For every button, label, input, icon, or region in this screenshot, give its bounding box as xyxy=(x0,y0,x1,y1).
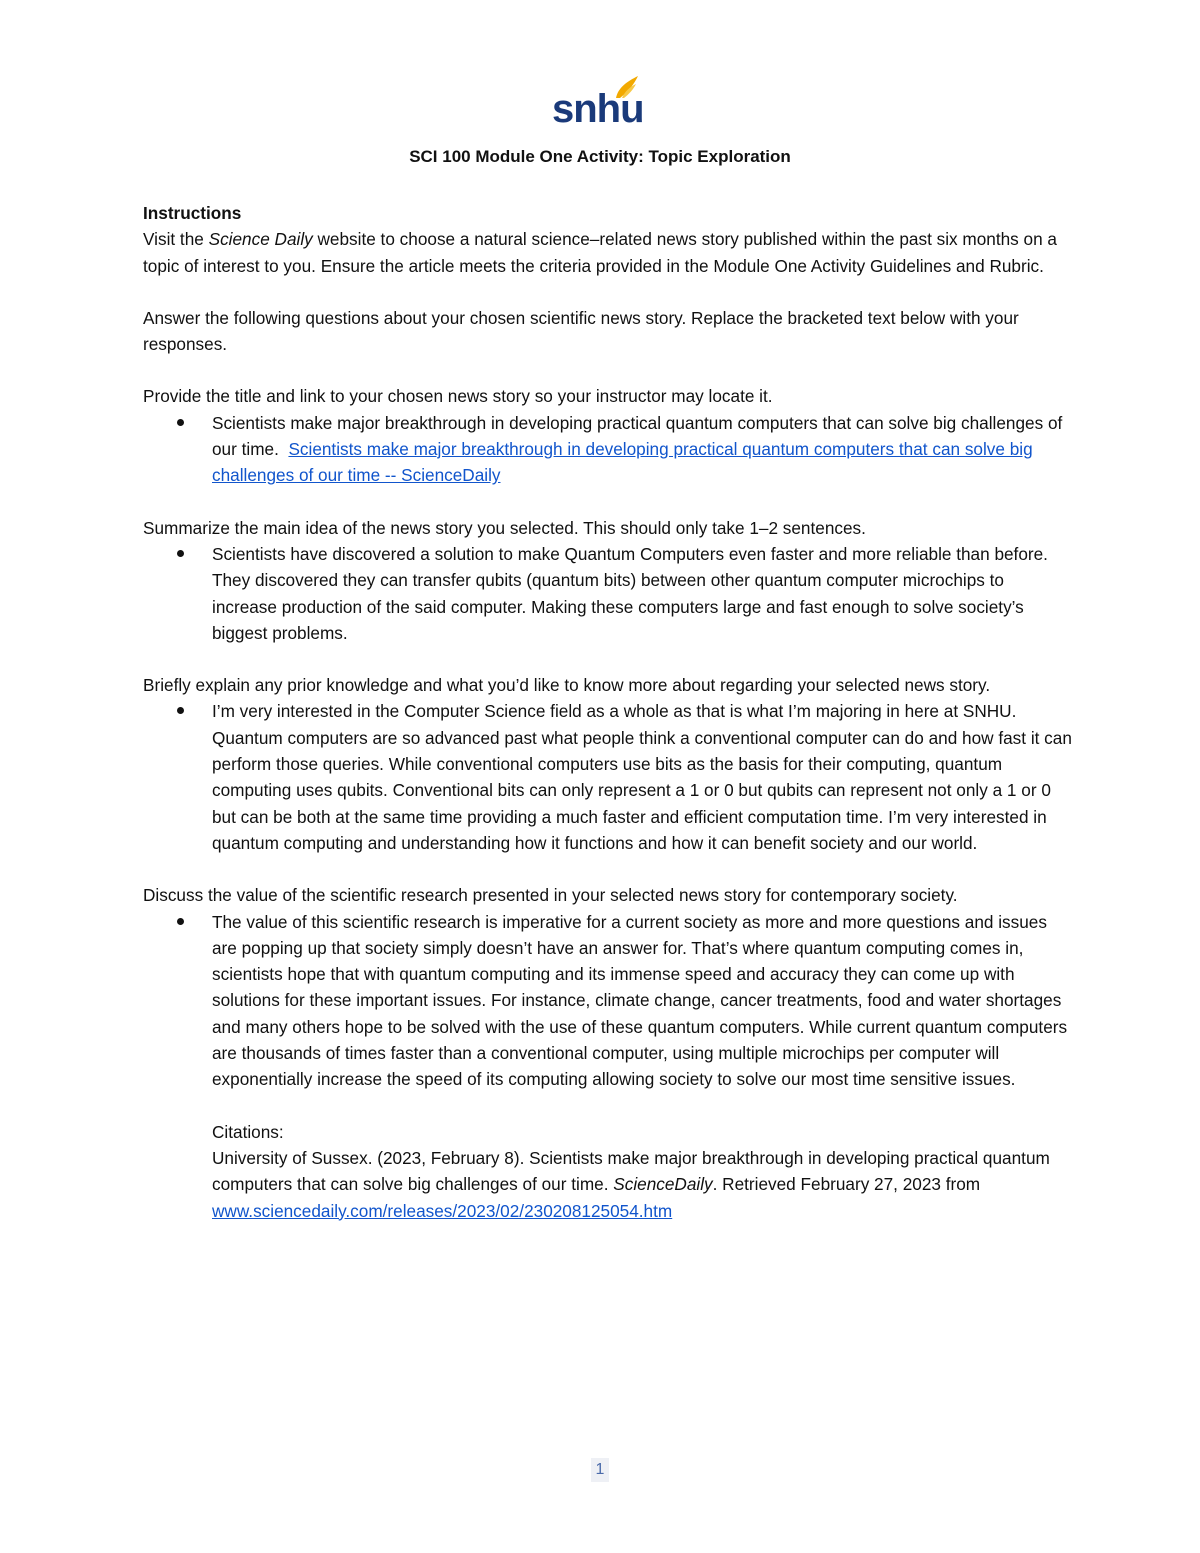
instructions-paragraph: Visit the Science Daily website to choose a natural science–related news story published within the past six months on a topic of interest to you. Ensure the article meets the criteria provided in the Module One Activity Guidelines and Rubric. xyxy=(143,229,1057,276)
article-link[interactable]: Scientists make major breakthrough in developing practical quantum computers that can solve big challenges of our time -- ScienceDaily xyxy=(212,439,1033,486)
answer-3: I’m very interested in the Computer Science field as a whole as that is what I’m majoring in here at SNHU. Quantum computers are so advanced past what people think a conventional computer can do and how fast it can perform those queries. While conventional computers use bits as the basis for their computing, quantum computing uses qubits. Conventional bits can only represent a 1 or 0 but qubits can represent not only a 1 or 0 but can be both at the same time providing a much faster and efficient computation time. I’m very interested in quantum computing and understanding how it functions and how it can benefit society and our world. xyxy=(143,698,1073,856)
citation-link[interactable]: www.sciencedaily.com/releases/2023/02/230208125054.htm xyxy=(212,1200,673,1221)
logo-text: snhu xyxy=(552,87,644,131)
question-4: Discuss the value of the scientific research presented in your selected news story for contemporary society. xyxy=(143,885,958,906)
page-number: 1 xyxy=(591,1458,609,1482)
page-title: SCI 100 Module One Activity: Topic Exploration xyxy=(409,147,791,166)
answer-4: The value of this scientific research is imperative for a current society as more and more questions and issues are popping up that society simply doesn’t have an answer for. That’s where quantum computing comes in, scientists hope that with quantum computing and its immense speed and accuracy they can come up with solutions for these important issues. For instance, climate change, cancer treatments, food and water shortages and many others hope to be solved with the use of these quantum computers. While current quantum computers are thousands of times faster than a conventional computer, using multiple microchips per computer will exponentially increase the speed of its computing allowing society to solve our most time sensitive issues. xyxy=(143,909,1073,1093)
citation-text: University of Sussex. (2023, February 8). Scientists make major breakthrough in developing practical quantum computers that can solve big challenges of our time. ScienceDaily. Retrieved February 27, 2023 from www.sciencedaily.com/releases/2023/02/230208125054.htm xyxy=(212,1147,1050,1221)
answer-2: Scientists have discovered a solution to make Quantum Computers even faster and more reliable than before. They discovered they can transfer qubits (quantum bits) between other quantum computer microchips to increase production of the said computer. Making these computers large and fast enough to solve society’s biggest problems. xyxy=(143,541,1073,646)
instructions-heading: Instructions xyxy=(143,203,242,223)
citations-heading: Citations: xyxy=(212,1121,284,1142)
question-1: Provide the title and link to your chosen news story so your instructor may locate it. xyxy=(143,386,773,407)
answer-1: Scientists make major breakthrough in developing practical quantum computers that can solve big challenges of our time. Scientists make major breakthrough in developing practical quantum computers that can solve big challenges of our time -- ScienceDaily xyxy=(143,410,1073,489)
question-2: Summarize the main idea of the news story you selected. This should only take 1–2 sentences. xyxy=(143,517,866,538)
question-3: Briefly explain any prior knowledge and what you’d like to know more about regarding your selected news story. xyxy=(143,675,991,696)
instructions-paragraph-2: Answer the following questions about your chosen scientific news story. Replace the bracketed text below with your responses. xyxy=(143,307,1019,355)
document-body xyxy=(143,200,1073,1224)
snhu-logo xyxy=(552,74,642,136)
